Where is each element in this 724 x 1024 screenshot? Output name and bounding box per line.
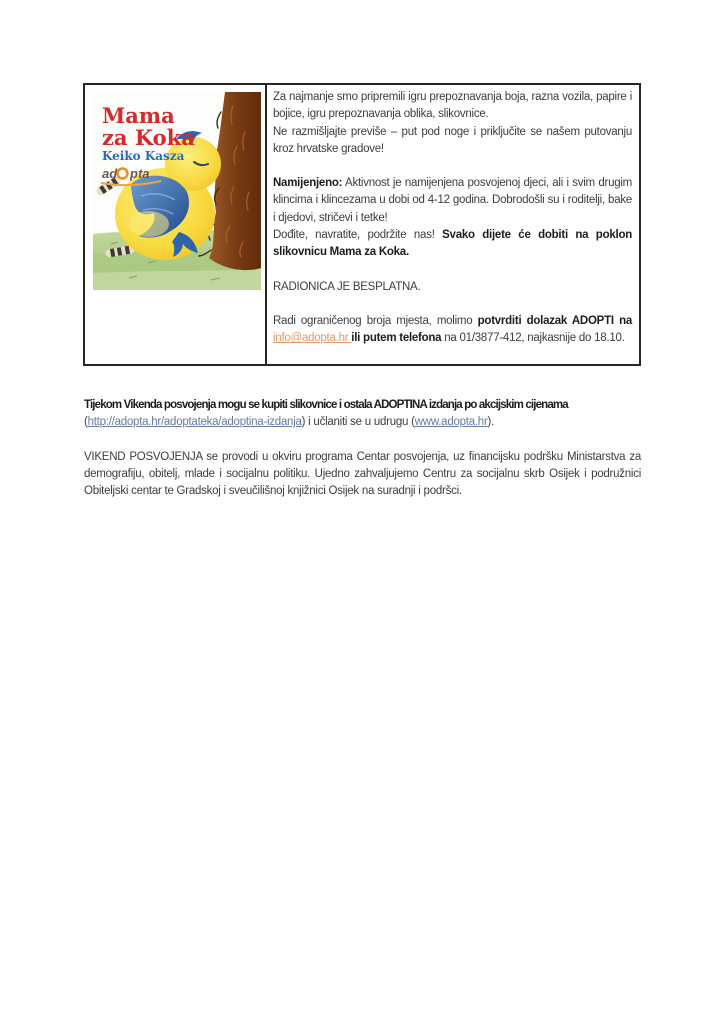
page-body-text (84, 397, 641, 500)
audience-text: Aktivnost je namijenjena posvojenoj djeci, ali i svim drugim klincima i klincezama u dobi od 4-12 godina. Dobrodošli su i roditelji, bake i djedovi, stričevi i tetke! (273, 177, 632, 224)
paragraph-sale-links (84, 414, 641, 431)
paragraph-program: VIKEND POSVOJENJA se provodi u okviru programa Centar posvojenja, uz financijsku podršku Ministarstva za demografiju, obitelj, mlade i socijalnu politiku. Ujedno zahvaljujemo Centru za socijalnu skrb Osijek i podružnici Obiteljski centar te Gradskoj i sveučilišnoj knjižnici Osijek na suradnji i podršci. (84, 450, 641, 498)
adopta-logo-text-post: pta (130, 166, 150, 181)
book-title-line2: za Koka (102, 125, 195, 150)
event-info-table (83, 83, 641, 366)
adoptateka-link[interactable]: http://adopta.hr/adoptateka/adoptina-izdanja (87, 416, 302, 429)
rsvp-bold-2: ili putem telefona (351, 332, 442, 345)
event-details-cell (267, 85, 639, 364)
rsvp-bold-1: potvrditi dolazak ADOPTI na (477, 314, 632, 327)
rsvp-text-1: Radi ograničenog broja mjesta, molimo (273, 314, 478, 327)
paragraph-gift (273, 227, 632, 262)
book-author: Keiko Kasza (102, 149, 185, 163)
email-link[interactable]: info@adopta.hr (273, 332, 352, 345)
gift-bold-text: Svako dijete će dobiti na poklon slikovnicu Mama za Koka. (273, 229, 632, 259)
rsvp-text-2: na 01/3877-412, najkasnije do 18.10. (441, 332, 625, 345)
book-title-line1: Mama (102, 103, 175, 128)
adopta-logo-text-pre: ad (102, 166, 118, 181)
audience-label: Namijenjeno: (273, 177, 343, 190)
paragraph-free-notice: RADIONICA JE BESPLATNA. (273, 280, 421, 293)
paragraph-sale-lead (84, 397, 641, 414)
paragraph-rsvp (273, 313, 632, 348)
sale-text-3: ). (487, 416, 495, 429)
book-cover-cell (85, 85, 267, 364)
sale-text-2: ) i učlaniti se u udrugu ( (301, 416, 415, 429)
sale-bold-text: Tijekom Vikenda posvojenja mogu se kupiti slikovnice i ostala ADOPTINA izdanja po akcijskim cijenama (84, 399, 568, 411)
paragraph-invitation: Ne razmišljajte previše – put pod noge i priključite se našem putovanju kroz hrvatske gradove! (273, 125, 632, 155)
sale-text-1: ( (84, 416, 88, 429)
book-cover-illustration (93, 92, 261, 290)
paragraph-activities: Za najmanje smo pripremili igru prepoznavanja boja, razna vozila, papire i bojice, igru prepoznavanja oblika, slikovnice. (273, 91, 632, 121)
gift-text: Dođite, navratite, podržite nas! (273, 229, 443, 242)
website-link[interactable]: www.adopta.hr (414, 416, 488, 429)
paragraph-audience (273, 175, 632, 227)
